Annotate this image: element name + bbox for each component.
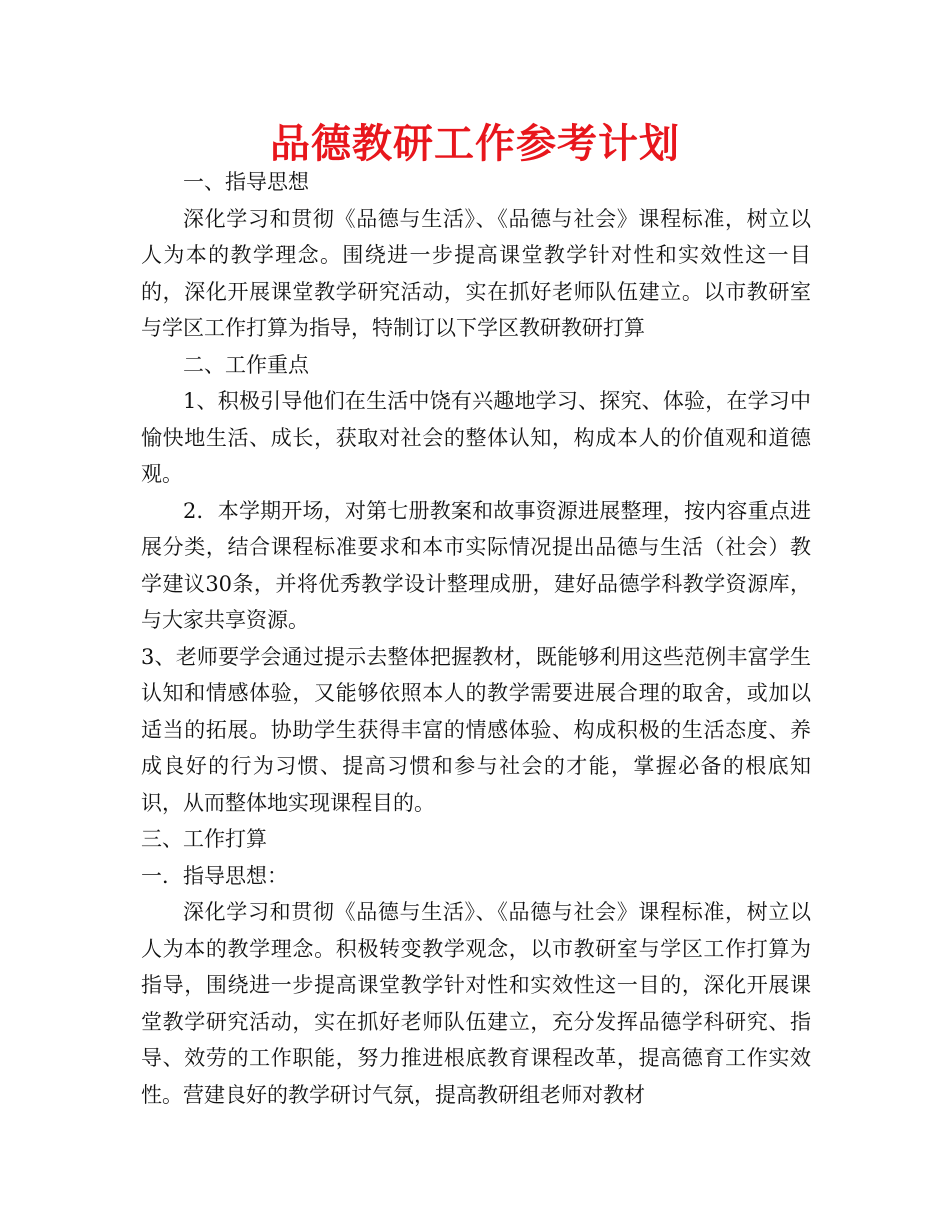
paragraph: 深化学习和贯彻《品德与生活》、《品德与社会》课程标准，树立以人为本的教学理念。围绕进一步提高课堂教学针对性和实效性这一目的，深化开展课堂教学研究活动，实在抓好老师队伍建立。以市教研室与学区工作打算为指导，特制订以下学区教研教研打算 bbox=[141, 206, 811, 340]
paragraph: 二、工作重点 bbox=[183, 352, 309, 377]
document-body bbox=[141, 164, 811, 1113]
paragraph: 一．指导思想： bbox=[141, 863, 288, 888]
paragraph: 2．本学期开场，对第七册教案和故事资源进展整理，按内容重点进展分类，结合课程标准要求和本市实际情况提出品德与生活（社会）教学建议30条，并将优秀教学设计整理成册，建好品德学科教学资源库，与大家共享资源。 bbox=[141, 498, 811, 632]
paragraph: 三、工作打算 bbox=[141, 827, 267, 851]
document-title: 品德教研工作参考计划 bbox=[270, 121, 680, 167]
paragraph: 3、老师要学会通过提示去整体把握教材，既能够利用这些范例丰富学生认知和情感体验，又能够依照本人的教学需要进展合理的取舍，或加以适当的拓展。协助学生获得丰富的情感体验、构成积极的生活态度、养成良好的行为习惯、提高习惯和参与社会的才能，掌握必备的根底知识，从而整体地实现课程目的。 bbox=[141, 644, 811, 815]
paragraph: 1、积极引导他们在生活中饶有兴趣地学习、探究、体验，在学习中愉快地生活、成长，获取对社会的整体认知，构成本人的价值观和道德观。 bbox=[141, 389, 811, 486]
paragraph: 一、指导思想 bbox=[183, 170, 309, 194]
paragraph: 深化学习和贯彻《品德与生活》、《品德与社会》课程标准，树立以人为本的教学理念。积极转变教学观念，以市教研室与学区工作打算为指导，围绕进一步提高课堂教学针对性和实效性这一目的，深化开展课堂教学研究活动，实在抓好老师队伍建立，充分发挥品德学科研究、指导、效劳的工作职能，努力推进根底教育课程改革，提高德育工作实效性。营建良好的教学研讨气氛，提高教研组老师对教材 bbox=[141, 900, 811, 1107]
